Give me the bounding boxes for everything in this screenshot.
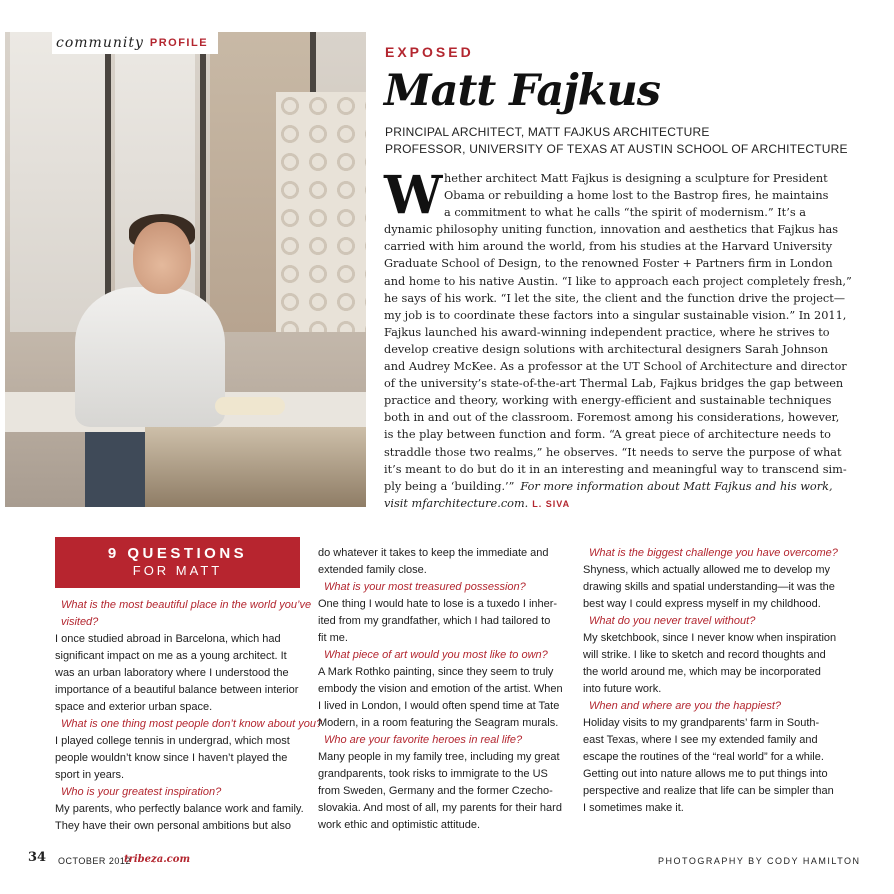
article-body — [384, 165, 852, 512]
answer-line: ited from my grandfather, which I had tailored to — [318, 615, 551, 627]
more-info-text: For more information about Matt Fajkus and his work, — [520, 479, 833, 493]
article-line: develop creative design solutions with architectural designers Sarah Johnson — [384, 342, 828, 356]
answer-line: east Texas, where I see my extended family and — [583, 734, 818, 746]
answer-line: people wouldn’t know since I haven’t played the — [55, 752, 288, 764]
answer-line: My parents, who perfectly balance work and family. — [55, 803, 304, 815]
questions-header — [55, 537, 300, 588]
question-line: When and where are you the happiest? — [589, 700, 782, 712]
question-line: What is the biggest challenge you have overcome? — [589, 547, 838, 559]
article-line — [384, 478, 833, 495]
site-link[interactable]: tribeza.com — [124, 854, 191, 865]
answer-line: Modern, in a room featuring the Seagram murals. — [318, 717, 559, 729]
issue-date: OCTOBER 2012 — [58, 856, 131, 866]
article-line: both in and out of the classroom. Foremost among his considerations, however, — [384, 411, 840, 425]
section-tag — [52, 32, 218, 54]
answer-line: will strike. I like to sketch and record thoughts and — [583, 649, 826, 661]
article-line: hether architect Matt Fajkus is designing a sculpture for President — [444, 172, 828, 185]
page-number: 34 — [28, 850, 47, 865]
qa-column-3 — [583, 545, 838, 817]
answer-line: slovakia. And most of all, my parents for their hard — [318, 802, 562, 814]
question-line: visited? — [61, 616, 99, 628]
answer-line: into future work. — [583, 683, 662, 695]
article-line: practice and theory, working with energy-efficient and sustainable techniques — [384, 394, 832, 408]
article-line: a commitment to what he calls “the spirit of modernism.” It’s a — [444, 206, 806, 220]
article-line: dynamic philosophy uniting function, innovation and aesthetics that Fajkus has — [384, 223, 838, 237]
question-line: What is your most treasured possession? — [324, 581, 526, 593]
answer-line: I lived in London, I would often spend time at Tate — [318, 700, 560, 712]
question-line: What piece of art would you most like to own? — [324, 649, 548, 661]
section-tag-label: PROFILE — [149, 37, 209, 49]
photo-credit: PHOTOGRAPHY BY CODY HAMILTON — [658, 856, 861, 866]
answer-line: I once studied abroad in Barcelona, which had — [55, 633, 281, 645]
answer-line: do whatever it takes to keep the immediate and — [318, 547, 549, 559]
question-line: Who is your greatest inspiration? — [61, 786, 222, 798]
questions-title: 9 QUESTIONS — [107, 545, 248, 562]
answer-line: was an urban laboratory where I understood the — [55, 667, 289, 679]
qa-column-2 — [318, 545, 568, 834]
article-line: it’s meant to do but do it in an interesting and meaningful way to transcend sim- — [384, 462, 847, 476]
answer-line: space and exterior urban space. — [55, 701, 213, 713]
byline: L. SIVA — [532, 498, 571, 509]
page-title: Matt Fajkus — [384, 66, 661, 116]
article-line: my job is to coordinate these factors into a singular sustainable vision.” In 2011, — [384, 308, 847, 322]
website-text[interactable]: visit mfarchitecture.com. — [384, 496, 529, 510]
questions-subtitle: FOR MATT — [132, 563, 223, 578]
answer-line: Shyness, which actually allowed me to develop my — [583, 564, 831, 576]
article-line: is the play between function and form. “A great piece of architecture needs to — [384, 428, 831, 442]
answer-line: They have their own personal ambitions but also — [55, 820, 292, 832]
drop-cap: W — [384, 165, 443, 226]
answer-line: I played college tennis in undergrad, which most — [55, 735, 290, 747]
article-line: Obama or rebuilding a home lost to the Bastrop fires, he maintains — [444, 189, 829, 203]
answer-line: perspective and realize that life can be simpler than — [583, 785, 834, 797]
article-line: and home to his native Austin. “I like to approach each project completely fresh,” — [384, 274, 852, 288]
article-line: of the university’s state-of-the-art Thermal Lab, Fajkus bridges the gap between — [384, 377, 844, 391]
question-line: What is one thing most people don’t know about you? — [61, 718, 323, 730]
answer-line: grandparents, took risks to immigrate to the US — [318, 768, 548, 780]
answer-line: My sketchbook, since I never know when inspiration — [583, 632, 837, 644]
answer-line: A Mark Rothko painting, since they seem to truly — [318, 666, 554, 678]
question-line: What is the most beautiful place in the world you’ve — [61, 599, 312, 611]
article-line: Fajkus launched his award-winning independent practice, where he strives to — [384, 325, 830, 339]
answer-line: I sometimes make it. — [583, 802, 684, 814]
answer-line: One thing I would hate to lose is a tuxedo I inher- — [318, 598, 558, 610]
answer-line: extended family close. — [318, 564, 427, 576]
answer-line: drawing skills and spatial understanding—it was the — [583, 581, 835, 593]
question-line: Who are your favorite heroes in real life? — [324, 734, 523, 746]
answer-line: sport in years. — [55, 769, 125, 781]
answer-line: embody the vision and emotion of the artist. When — [318, 683, 563, 695]
role-line-2: PROFESSOR, UNIVERSITY OF TEXAS AT AUSTIN SCHOOL OF ARCHITECTURE — [385, 142, 848, 156]
answer-line: Holiday visits to my grandparents’ farm in South- — [583, 717, 820, 729]
portrait-photo — [5, 32, 366, 507]
answer-line: significant impact on me as a young architect. It — [55, 650, 287, 662]
answer-line: best way I could express myself in my childhood. — [583, 598, 821, 610]
article-line-text: ply being a ‘building.’” — [384, 479, 515, 493]
answer-line: Many people in my family tree, including my great — [318, 751, 560, 763]
answer-line: work ethic and optimistic attitude. — [318, 819, 481, 831]
kicker: EXPOSED — [385, 44, 474, 60]
article-line: carried with him around the world, from his studies at the Harvard University — [384, 240, 833, 254]
role-line-1: PRINCIPAL ARCHITECT, MATT FAJKUS ARCHITECTURE — [385, 125, 710, 139]
answer-line: importance of a beautiful balance between interior — [55, 684, 299, 696]
answer-line: Getting out into nature allows me to put things into — [583, 768, 828, 780]
article-line: straddle those two realms,” he observes. “It needs to serve the purpose of what — [384, 445, 842, 459]
question-line: What do you never travel without? — [589, 615, 756, 627]
answer-line: from Sweden, Germany and the former Czecho- — [318, 785, 553, 797]
article-line: he says of his work. “I let the site, the client and the function drive the project— — [384, 291, 846, 305]
answer-line: escape the routines of the “real world” for a while. — [583, 751, 824, 763]
answer-line: fit me. — [318, 632, 348, 644]
answer-line: the world around me, which may be incorporated — [583, 666, 821, 678]
section-tag-word: community — [56, 35, 144, 51]
article-line: Graduate School of Design, to the renowned Foster + Partners firm in London — [384, 257, 833, 271]
article-line: and Audrey McKee. As a professor at the UT School of Architecture and director — [384, 360, 847, 374]
qa-column-1 — [55, 597, 323, 835]
